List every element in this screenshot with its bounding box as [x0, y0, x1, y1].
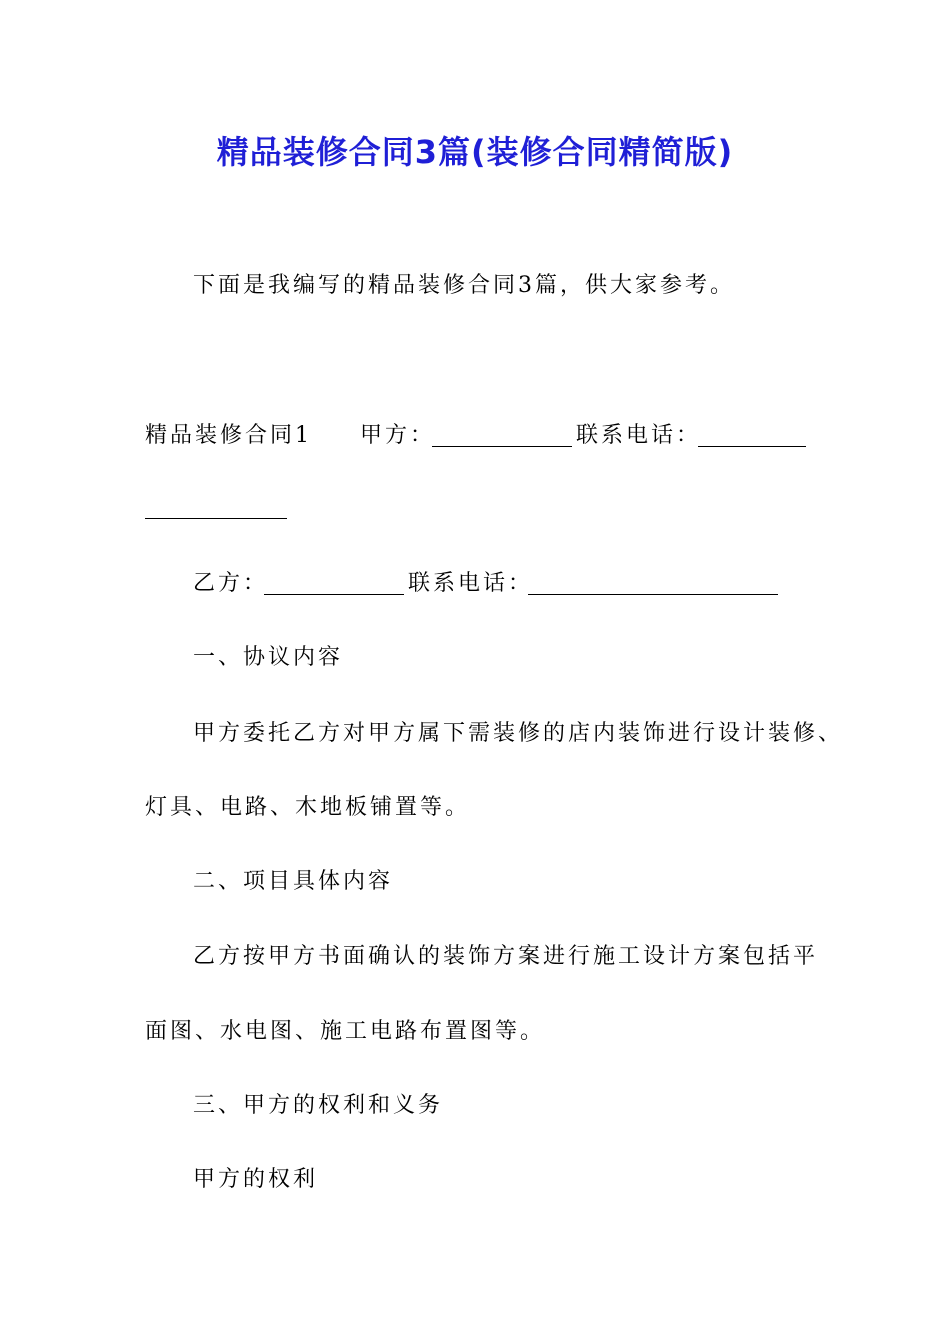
party-a-phone-label: 联系电话： [576, 423, 702, 448]
section3-subheading: 甲方的权利 [193, 1167, 319, 1192]
party-b-label: 乙方： [193, 571, 269, 596]
contract-heading: 精品装修合同1 [145, 423, 312, 448]
party-a-phone-blank-continued [145, 496, 287, 519]
section1-text-line2: 灯具、电路、木地板铺置等。 [145, 795, 471, 820]
section2-text-line2: 面图、水电图、施工电路布置图等。 [145, 1019, 546, 1044]
party-a-label: 甲方： [360, 423, 436, 448]
section2-heading: 二、项目具体内容 [193, 869, 394, 894]
document-title: 精品装修合同3篇(装修合同精简版) [216, 133, 734, 171]
party-a-blank [432, 424, 572, 447]
intro-paragraph: 下面是我编写的精品装修合同3篇，供大家参考。 [193, 273, 735, 298]
section3-heading: 三、甲方的权利和义务 [193, 1093, 444, 1118]
section2-text-line1: 乙方按甲方书面确认的装饰方案进行施工设计方案包括平 [193, 944, 819, 969]
party-b-phone-label: 联系电话： [408, 571, 534, 596]
party-b-blank [264, 572, 404, 595]
party-a-phone-blank [698, 424, 806, 447]
party-b-phone-blank [528, 572, 778, 595]
section1-text-line1: 甲方委托乙方对甲方属下需装修的店内装饰进行设计装修、 [193, 721, 844, 746]
section1-heading: 一、协议内容 [193, 645, 344, 670]
